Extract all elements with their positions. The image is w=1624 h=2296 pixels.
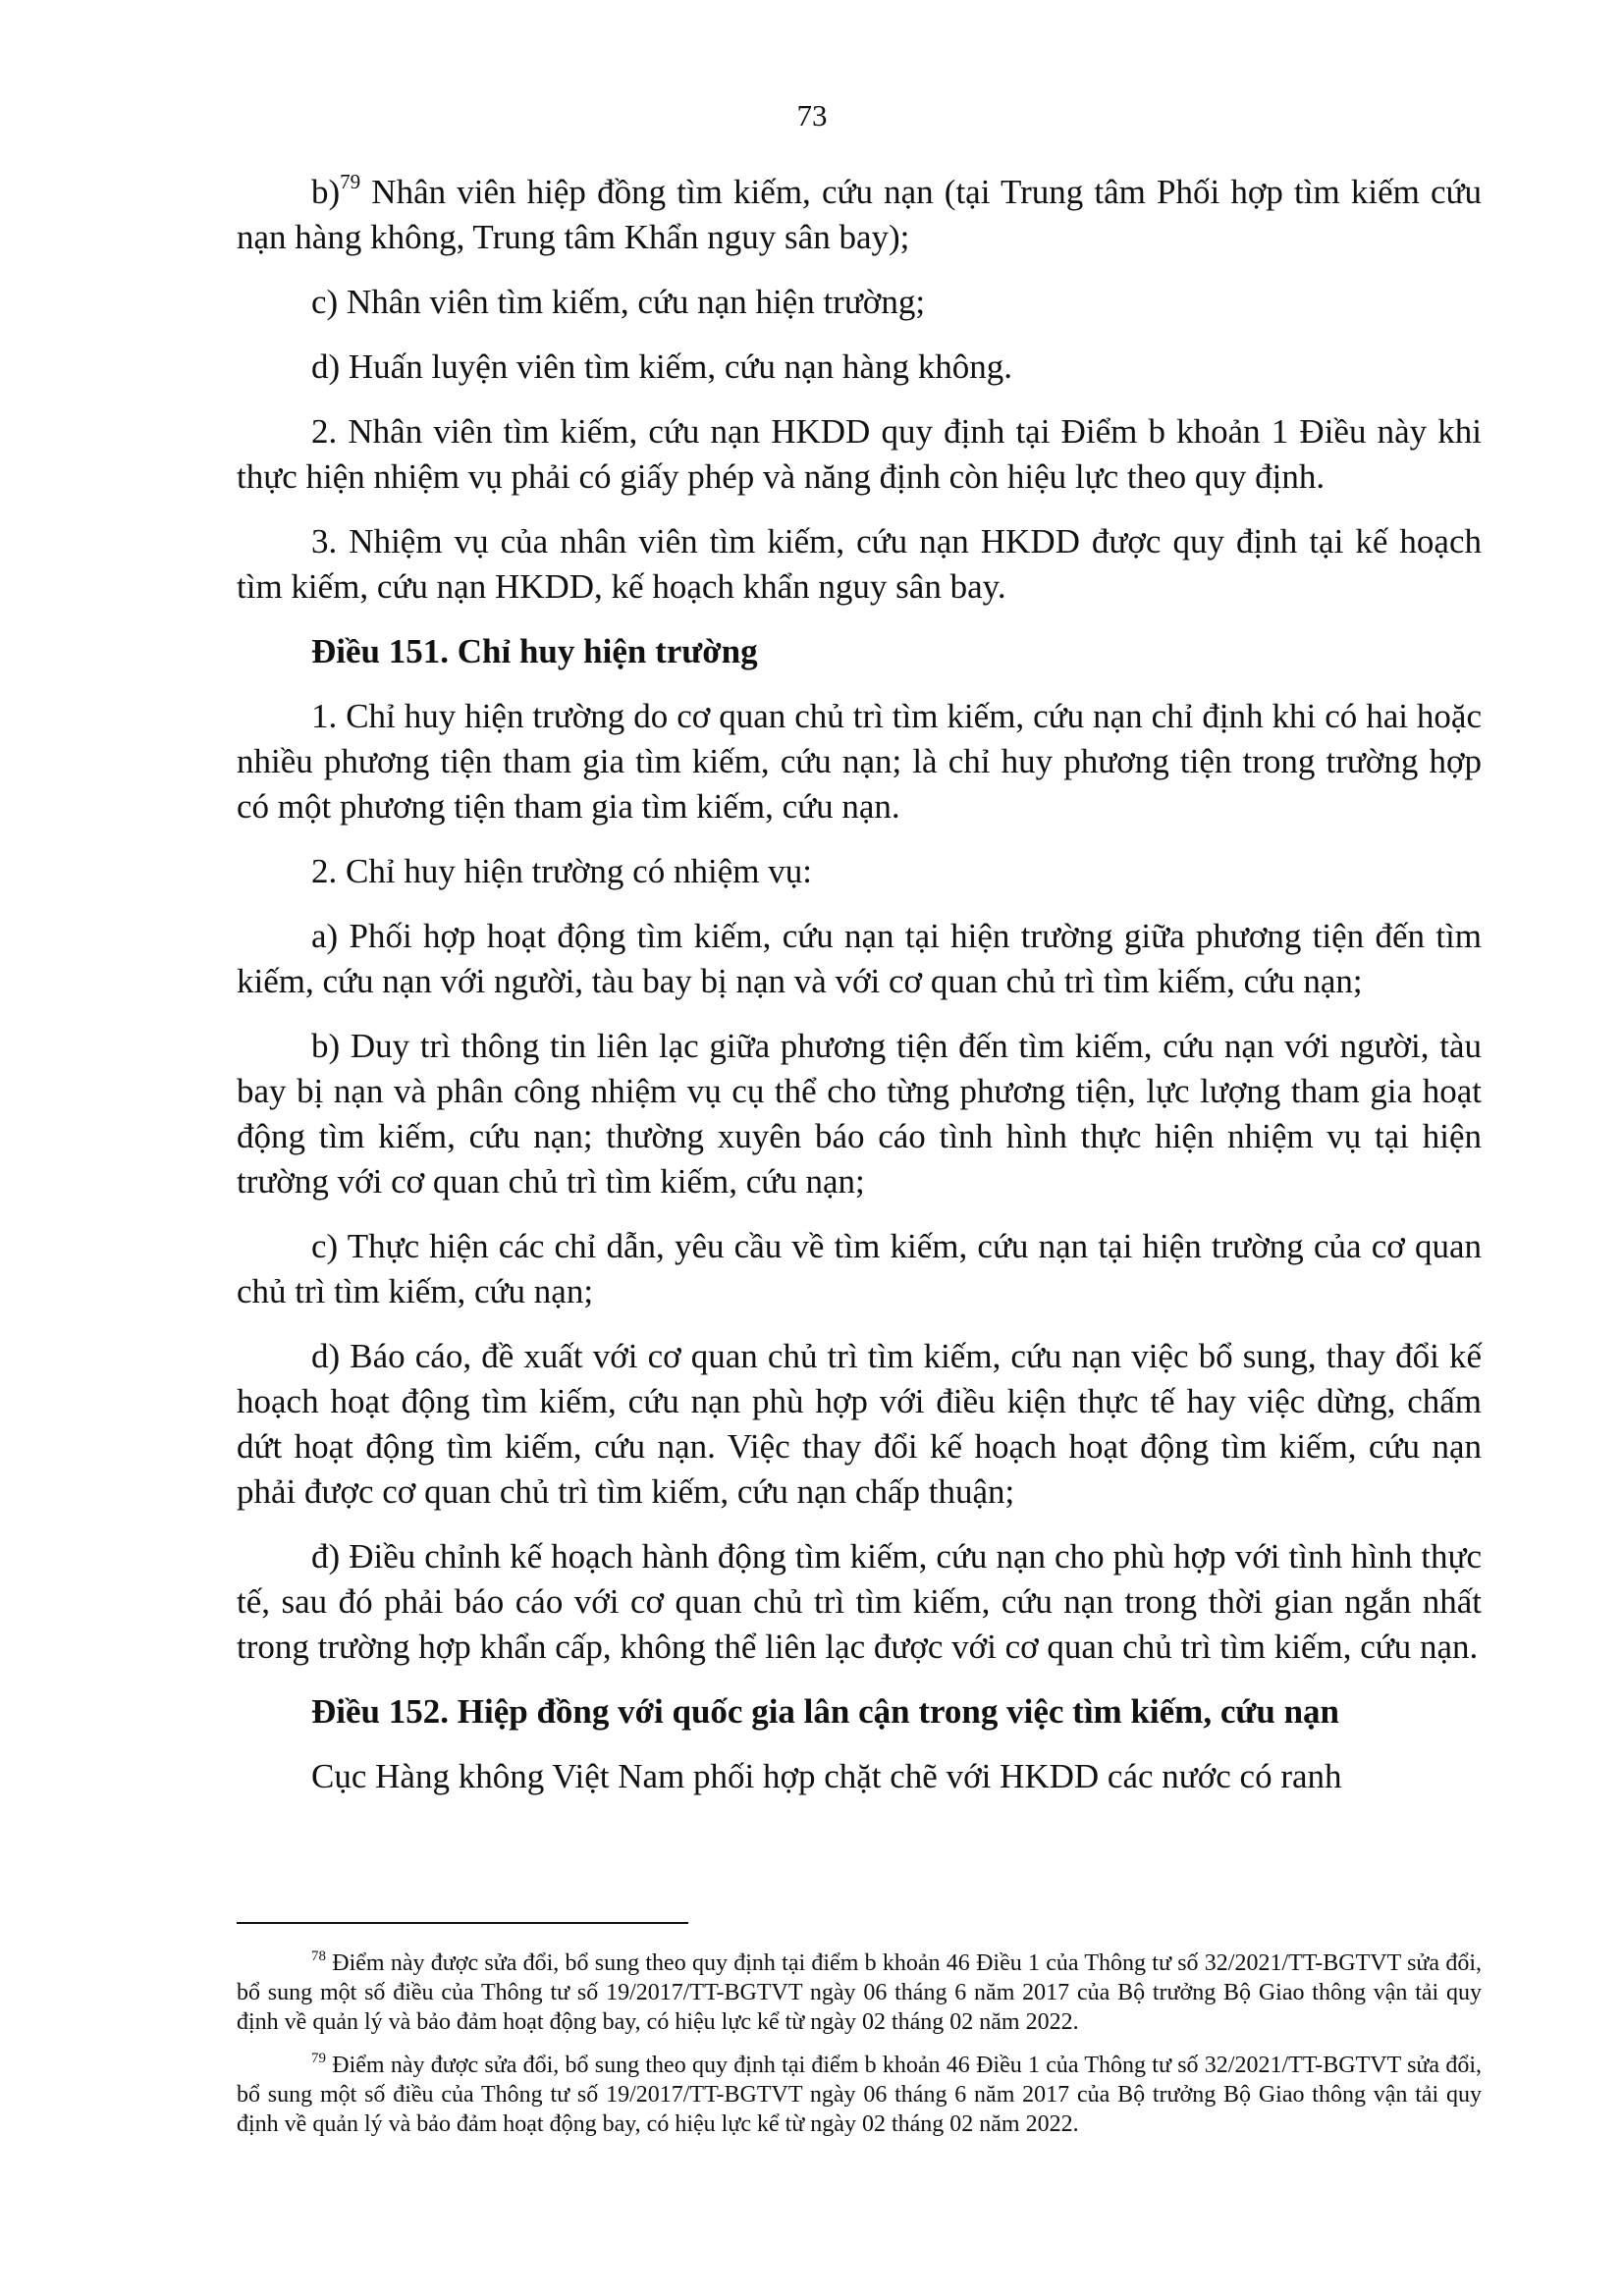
article-151-point-d: d) Báo cáo, đề xuất với cơ quan chủ trì tìm kiếm, cứu nạn việc bổ sung, thay đổi kế hoạch hoạt động tìm kiếm, cứu nạn phù hợp với điều kiện thực tế hay việc dừng, chấm dứt hoạt động tìm kiếm, cứu nạn. Việc thay đổi kế hoạch hoạt động tìm kiếm, cứu nạn phải được cơ quan chủ trì tìm kiếm, cứu nạn chấp thuận;: [237, 1337, 1482, 1511]
clause-b-search-rescue-coordination-staff: [237, 170, 1482, 260]
clause-c-field-rescue-staff: c) Nhân viên tìm kiếm, cứu nạn hiện trường;: [311, 283, 926, 321]
article-151-point-dd: đ) Điều chỉnh kế hoạch hành động tìm kiếm, cứu nạn cho phù hợp với tình hình thực tế, sau đó phải báo cáo với cơ quan chủ trì tìm kiếm, cứu nạn trong thời gian ngắn nhất trong trường hợp khẩn cấp, không thể liên lạc được với cơ quan chủ trì tìm kiếm, cứu nạn.: [237, 1537, 1482, 1666]
article-151-clause-2: 2. Chỉ huy hiện trường có nhiệm vụ:: [311, 852, 812, 890]
article-151-point-c: c) Thực hiện các chỉ dẫn, yêu cầu về tìm kiếm, cứu nạn tại hiện trường của cơ quan chủ trì tìm kiếm, cứu nạn;: [237, 1227, 1482, 1310]
footnote-78: [237, 1949, 1482, 2037]
footnote-number: 78: [311, 1949, 326, 1964]
clause-d-rescue-instructor: d) Huấn luyện viên tìm kiếm, cứu nạn hàng không.: [311, 347, 1012, 386]
clause-2-license-requirement: 2. Nhân viên tìm kiếm, cứu nạn HKDD quy định tại Điểm b khoản 1 Điều này khi thực hiện nhiệm vụ phải có giấy phép và năng định còn hiệu lực theo quy định.: [237, 412, 1482, 496]
article-152-text: Cục Hàng không Việt Nam phối hợp chặt chẽ với HKDD các nước có ranh: [311, 1757, 1342, 1795]
document-body: [237, 170, 1482, 1819]
footnote-text: Điểm này được sửa đổi, bổ sung theo quy định tại điểm b khoản 46 Điều 1 của Thông tư số 32/2021/TT-BGTVT sửa đổi, bổ sung một số điều của Thông tư số 19/2017/TT-BGTVT ngày 06 tháng 6 năm 2017 của Bộ trưởng Bộ Giao thông vận tải quy định về quản lý và bảo đảm hoạt động bay, có hiệu lực kể từ ngày 02 tháng 02 năm 2022.: [237, 2053, 1482, 2137]
article-151-point-a: a) Phối hợp hoạt động tìm kiếm, cứu nạn tại hiện trường giữa phương tiện đến tìm kiếm, cứu nạn với người, tàu bay bị nạn và với cơ quan chủ trì tìm kiếm, cứu nạn;: [237, 917, 1482, 1000]
footnotes: [237, 1949, 1482, 2153]
clause-label: b): [311, 173, 341, 211]
clause-3-staff-duties: 3. Nhiệm vụ của nhân viên tìm kiếm, cứu nạn HKDD được quy định tại kế hoạch tìm kiếm, cứu nạn HKDD, kế hoạch khẩn nguy sân bay.: [237, 522, 1482, 606]
footnote-number: 79: [311, 2051, 326, 2066]
clause-text: Nhân viên hiệp đồng tìm kiếm, cứu nạn (tại Trung tâm Phối hợp tìm kiếm cứu nạn hàng không, Trung tâm Khẩn nguy sân bay);: [237, 173, 1482, 256]
article-151-point-b: b) Duy trì thông tin liên lạc giữa phương tiện đến tìm kiếm, cứu nạn với người, tàu bay bị nạn và phân công nhiệm vụ cụ thể cho từng phương tiện, lực lượng tham gia hoạt động tìm kiếm, cứu nạn; thường xuyên báo cáo tình hình thực hiện nhiệm vụ tại hiện trường với cơ quan chủ trì tìm kiếm, cứu nạn;: [237, 1027, 1482, 1201]
footnote-79: [237, 2051, 1482, 2139]
footnote-separator: [237, 1922, 688, 1924]
footnote-text: Điểm này được sửa đổi, bổ sung theo quy định tại điểm b khoản 46 Điều 1 của Thông tư số 32/2021/TT-BGTVT sửa đổi, bổ sung một số điều của Thông tư số 19/2017/TT-BGTVT ngày 06 tháng 6 năm 2017 của Bộ trưởng Bộ Giao thông vận tải quy định về quản lý và bảo đảm hoạt động bay, có hiệu lực kể từ ngày 02 tháng 02 năm 2022.: [237, 1950, 1482, 2035]
page-number: 73: [796, 98, 828, 133]
article-152-heading: Điều 152. Hiệp đồng với quốc gia lân cận trong việc tìm kiếm, cứu nạn: [311, 1692, 1340, 1731]
footnote-reference[interactable]: 79: [340, 170, 361, 193]
article-151-heading: Điều 151. Chỉ huy hiện trường: [311, 632, 758, 670]
article-151-clause-1: 1. Chỉ huy hiện trường do cơ quan chủ trì tìm kiếm, cứu nạn chỉ định khi có hai hoặc nhiều phương tiện tham gia tìm kiếm, cứu nạn; là chỉ huy phương tiện trong trường hợp có một phương tiện tham gia tìm kiếm, cứu nạn.: [237, 697, 1482, 826]
